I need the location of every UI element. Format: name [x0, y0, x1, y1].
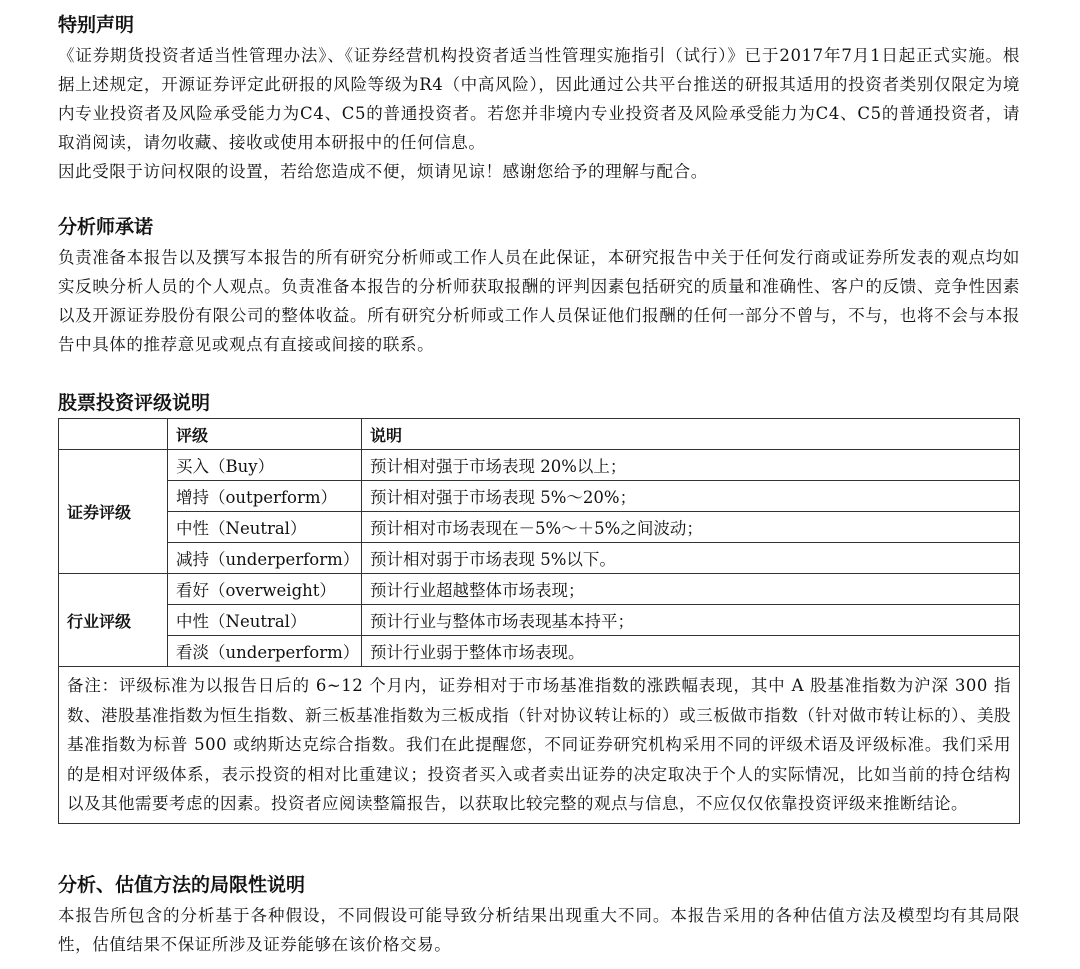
table-row: [59, 512, 1020, 543]
desc-cell: 预计相对市场表现在－5%～＋5%之间波动；: [362, 512, 1020, 543]
limitations-section: [58, 872, 1020, 959]
desc-cell: 预计相对强于市场表现 5%～20%；: [362, 481, 1020, 512]
rating-explanation-title: 股票投资评级说明: [58, 392, 211, 414]
level-cell: 中性（Neutral）: [168, 605, 362, 636]
analyst-pledge-title: 分析师承诺: [58, 216, 154, 238]
level-cell: 买入（Buy）: [168, 450, 362, 481]
level-cell: 增持（outperform）: [168, 481, 362, 512]
analyst-pledge-paragraph: 负责准备本报告以及撰写本报告的所有研究分析师或工作人员在此保证，本研究报告中关于任何发行商或证券所发表的观点均如实反映分析人员的个人观点。负责准备本报告的分析师获取报酬的评判因素包括研究的质量和准确性、客户的反馈、竞争性因素以及开源证券股份有限公司的整体收益。所有研究分析师或工作人员保证他们报酬的任何一部分不曾与，不与，也将不会与本报告中具体的推荐意见或观点有直接或间接的联系。: [58, 248, 1020, 354]
special-statement-section: [58, 12, 1020, 186]
level-cell: 看好（overweight）: [168, 574, 362, 605]
desc-cell: 预计行业弱于整体市场表现。: [362, 636, 1020, 667]
special-statement-paragraph: 《证券期货投资者适当性管理办法》、《证券经营机构投资者适当性管理实施指引（试行）》已于2017年7月1日起正式实施。根据上述规定，开源证券评定此研报的风险等级为R4（中高风险），因此通过公共平台推送的研报其适用的投资者类别仅限定为境内专业投资者及风险承受能力为C4、C5的普通投资者。若您并非境内专业投资者及风险承受能力为C4、C5的普通投资者，请取消阅读，请勿收藏、接收或使用本研报中的任何信息。: [58, 46, 1020, 152]
header-level-cell: 评级: [168, 419, 362, 450]
header-group-cell: [59, 419, 168, 450]
desc-cell: 预计行业超越整体市场表现；: [362, 574, 1020, 605]
table-row: [59, 605, 1020, 636]
rating-note-row: [59, 667, 1020, 824]
table-row: [59, 543, 1020, 574]
special-statement-title: 特别声明: [58, 14, 135, 36]
rating-table-header-row: [59, 419, 1020, 450]
limitations-paragraph: 本报告所包含的分析基于各种假设，不同假设可能导致分析结果出现重大不同。本报告采用的各种估值方法及模型均有其局限性，估值结果不保证所涉及证券能够在该价格交易。: [58, 906, 1020, 954]
group-cell-industry: 行业评级: [59, 574, 168, 667]
table-row: [59, 574, 1020, 605]
table-row: [59, 450, 1020, 481]
table-row: [59, 481, 1020, 512]
special-statement-closing: 因此受限于访问权限的设置，若给您造成不便，烦请见谅！感谢您给予的理解与配合。: [58, 162, 708, 181]
level-cell: 中性（Neutral）: [168, 512, 362, 543]
analyst-pledge-section: [58, 214, 1020, 359]
level-cell: 看淡（underperform）: [168, 636, 362, 667]
desc-cell: 预计相对弱于市场表现 5%以下。: [362, 543, 1020, 574]
rating-table: [58, 418, 1020, 824]
rating-note-cell: 备注：评级标准为以报告日后的 6~12 个月内，证券相对于市场基准指数的涨跌幅表现，其中 A 股基准指数为沪深 300 指数、港股基准指数为恒生指数、新三板基准指数为三板成指（针对协议转让标的）或三板做市指数（针对做市转让标的）、美股基准指数为标普 500 或纳斯达克综合指数。我们在此提醒您，不同证券研究机构采用不同的评级术语及评级标准。我们采用的是相对评级体系，表示投资的相对比重建议；投资者买入或者卖出证券的决定取决于个人的实际情况，比如当前的持仓结构以及其他需要考虑的因素。投资者应阅读整篇报告，以获取比较完整的观点与信息，不应仅仅依靠投资评级来推断结论。: [59, 667, 1020, 824]
limitations-title: 分析、估值方法的局限性说明: [58, 874, 306, 896]
desc-cell: 预计行业与整体市场表现基本持平；: [362, 605, 1020, 636]
desc-cell: 预计相对强于市场表现 20%以上；: [362, 450, 1020, 481]
table-row: [59, 636, 1020, 667]
rating-explanation-section: [58, 390, 1020, 824]
header-desc-cell: 说明: [362, 419, 1020, 450]
level-cell: 减持（underperform）: [168, 543, 362, 574]
group-cell-securities: 证券评级: [59, 450, 168, 574]
